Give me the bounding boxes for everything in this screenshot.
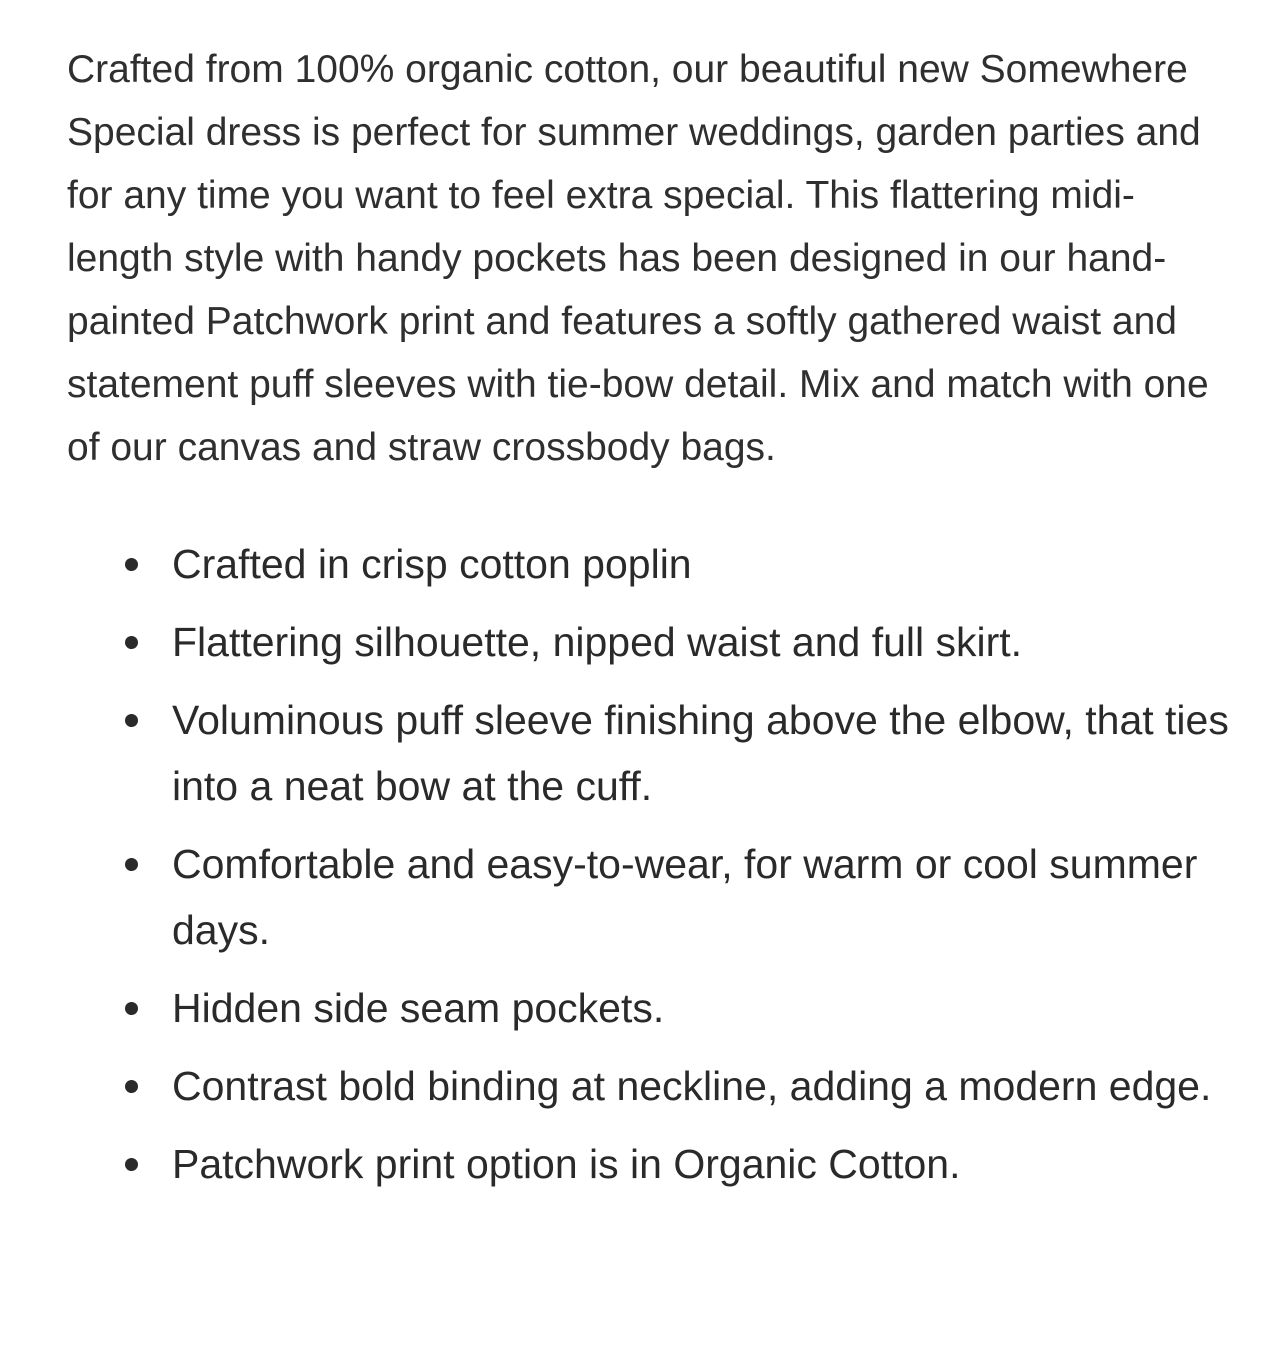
product-description-section — [67, 38, 1237, 1209]
bullet-icon — [125, 1080, 138, 1093]
bullet-icon — [125, 858, 138, 871]
feature-text: Hidden side seam pockets. — [172, 985, 665, 1031]
feature-list — [67, 531, 1237, 1197]
feature-item — [67, 687, 1237, 819]
feature-item — [67, 975, 1237, 1041]
bullet-icon — [125, 1158, 138, 1171]
feature-item — [67, 831, 1237, 963]
feature-text: Flattering silhouette, nipped waist and full skirt. — [172, 619, 1023, 665]
bullet-icon — [125, 558, 138, 571]
feature-text: Voluminous puff sleeve finishing above the elbow, that ties into a neat bow at the cuff. — [172, 697, 1229, 809]
feature-item — [67, 1131, 1237, 1197]
feature-text: Contrast bold binding at neckline, adding a modern edge. — [172, 1063, 1212, 1109]
feature-text: Comfortable and easy-to-wear, for warm or cool summer days. — [172, 841, 1198, 953]
bullet-icon — [125, 714, 138, 727]
feature-text: Crafted in crisp cotton poplin — [172, 541, 692, 587]
bullet-icon — [125, 1002, 138, 1015]
product-description: Crafted from 100% organic cotton, our beautiful new Somewhere Special dress is perfect for summer weddings, garden parties and for any time you want to feel extra special. This flattering midi-length style with handy pockets has been designed in our hand-painted Patchwork print and features a softly gathered waist and statement puff sleeves with tie-bow detail. Mix and match with one of our canvas and straw crossbody bags. — [67, 48, 1209, 469]
feature-item — [67, 531, 1237, 597]
bullet-icon — [125, 636, 138, 649]
feature-item — [67, 609, 1237, 675]
feature-text: Patchwork print option is in Organic Cotton. — [172, 1141, 961, 1187]
feature-item — [67, 1053, 1237, 1119]
